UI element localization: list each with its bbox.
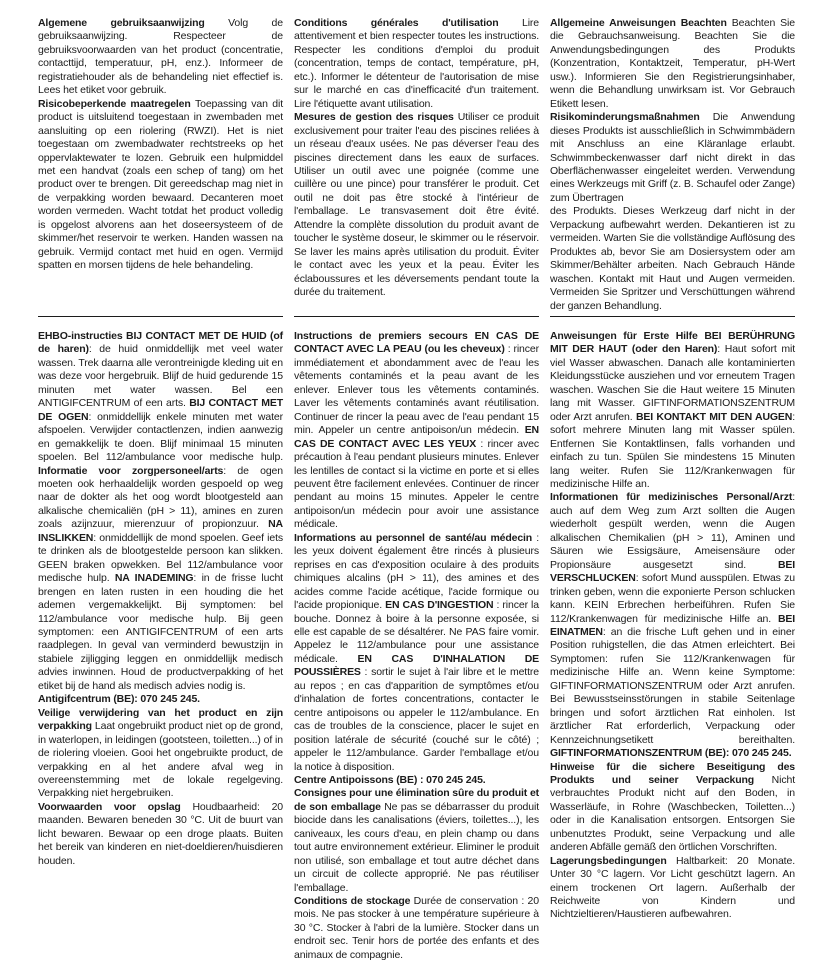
paragraph <box>294 774 539 787</box>
inline-heading: BEI EINATMEN <box>550 612 795 638</box>
usage-directions-section <box>550 17 795 314</box>
inline-heading: Centre Antipoissons (BE) : 070 245 245. <box>294 773 486 786</box>
paragraph: Lagerungsbedingungen Haltbarkeit: 20 Monate. Unter 30 °C lagern. Vor Licht geschützt lagern. An einem trockenen Ort lagern. Außerhalb der Reichweite von Kindern und Nichtzieltieren/Haustieren aufbewahren. <box>550 854 795 921</box>
first-aid-disposal-storage-section <box>38 330 283 868</box>
inline-heading: Informatie voor zorgpersoneel/arts <box>38 464 224 477</box>
usage-directions-section <box>38 17 283 314</box>
section-divider <box>38 316 283 317</box>
paragraph: Risikominderungsmaßnahmen Die Anwendung dieses Produkts ist ausschließlich in Schwimmbädern mit Anschluss an eine Kläranlage erlaubt. Schwimmbeckenwasser darf nicht direkt in das Oberflächenwasser eingeleitet werden. Verwendung eines Werkzeugs mit Griff (z. B. Schaufel oder Zange) zum Übertragen des Produkts. Dieses Werkzeug darf nicht in der Verpackung aufbewahrt werden. Dekantieren ist zu vermeiden. Warten Sie die vollständige Auflösung des Produktes ab, bevor Sie am Dosiersystem oder am Skimmer/Behälter arbeiten. Nach Gebrauch Hände waschen. Kontakt mit Haut und Augen vermeiden. Vermeiden Sie Spritzer und Verschüttungen während der ganzen Behandlung. <box>550 111 795 312</box>
paragraph: Algemene gebruiksaanwijzing Volg de gebruiksaanwijzing. Respecteer de gebruiksvoorwaarden van het product (concentratie, contacttijd, temperatuur, pH, enz.). Informeer de registratiehouder als de behandeling niet effectief is. Lees het etiket voor gebruik. <box>38 17 283 97</box>
inline-heading: NA INSLIKKEN <box>38 518 283 544</box>
inline-heading: Informationen für medizinisches Personal/Arzt <box>550 491 793 504</box>
section-divider <box>550 316 795 317</box>
section-divider <box>294 316 539 317</box>
inline-heading: Anweisungen für Erste Hilfe BEI BERÜHRUNG MIT DER HAUT (oder den Haren) <box>550 330 795 356</box>
paragraph: Consignes pour une élimination sûre du produit et de son emballage Ne pas se débarrasser du produit biocide dans les canalisations (éviers, toilettes...), les caniveaux, les cours d'eau, en plein champ ou dans tout autre environnement extérieur. Eliminer le produit non utilisé, son emballage et tout autre déchet dans un circuit de collecte approprié. Ne pas réutiliser l'emballage. <box>294 787 540 894</box>
inline-heading: Algemene gebruiksaanwijzing <box>38 17 229 29</box>
inline-heading: Mesures de gestion des risques <box>294 111 458 124</box>
paragraph <box>38 693 283 706</box>
inline-heading: Antigifcentrum (BE): 070 245 245. <box>38 693 200 706</box>
inline-heading: Voorwaarden voor opslag <box>38 800 193 813</box>
inline-heading: BIJ CONTACT MET DE OGEN <box>38 397 283 423</box>
paragraph: Informations au personnel de santé/au médecin : les yeux doivent également être rincés à plusieurs reprises en cas d'exposition oculaire à des produits chimiques alcalins (pH > 11), des amines et des acides comme l'acide acétique, l'acide formique ou l'acide propionique. EN CAS D'INGESTION : rincer la bouche. Donnez à boire à la personne exposée, si elle est capable de se désaltérer. Ne PAS faire vomir. Appelez le 112/ambulance pour une assistance médicale. EN CAS D'INHALATION DE POUSSIÈRES : sortir le sujet à l'air libre et le mettre au repos ; en cas d'apparition de symptômes et/ou d'inhalation de fortes concentrations, contacter le centre antipoisons ou appeler le 112/ambulance. En cas de troubles de la conscience, placer le sujet en position latérale de sécurité (couché sur le côté) ; appeler le 112/ambulance. Garder l'emballage et/ou la notice à disposition. <box>294 531 539 773</box>
inline-heading: EN CAS DE CONTACT AVEC LES YEUX <box>294 424 539 450</box>
paragraph: Conditions de stockage Durée de conservation : 20 mois. Ne pas stocker à une température supérieure à 30 °C. Stocker à l'abri de la lumière. Stocker dans un endroit sec. Tenir hors de portée des enfants et des animaux de compagnie. <box>294 895 539 961</box>
inline-heading: EN CAS D'INHALATION DE POUSSIÈRES <box>294 652 539 679</box>
paragraph: Conditions générales d'utilisation Lire attentivement et bien respecter toutes les instructions. Respecter les conditions d'emploi du produit (concentration, temps de contact, température, pH, etc.). Informer le détenteur de l'autorisation de mise sur le marché en cas d'inefficacité d'un traitement. Lire l'étiquette avant utilisation. <box>294 17 539 110</box>
inline-heading: GIFTINFORMATIONSZENTRUM (BE): 070 245 245. <box>550 747 792 760</box>
first-aid-disposal-storage-section <box>294 330 539 962</box>
inline-heading: Consignes pour une élimination sûre du produit et de son emballage <box>294 787 539 813</box>
inline-heading: Hinweise für die sichere Beseitigung des Produkts und seiner Verpackung <box>550 760 795 786</box>
inline-heading: NA INADEMING <box>114 572 194 585</box>
inline-heading: Instructions de premiers secours EN CAS DE CONTACT AVEC LA PEAU (ou les cheveux) <box>294 330 539 356</box>
paragraph: Hinweise für die sichere Beseitigung des Produkts und seiner Verpackung Nicht verbrauchtes Produkt nicht auf den Boden, in Wasserläufe, in Rohre (Waschbecken, Toiletten...) oder in die Kanalisation entsorgen. Entsorgen Sie unbenutztes Produkt, seine Verpackung und alle anderen Abfälle gemäß den örtlichen Vorschriften. <box>550 760 795 854</box>
inline-heading: Risikominderungsmaßnahmen <box>550 111 713 124</box>
inline-heading: Risicobeperkende maatregelen <box>38 97 195 110</box>
paragraph: Allgemeine Anweisungen Beachten Beachten Sie die Gebrauchsanweisung. Beachten Sie die Anwendungsbedingungen des Produkts (Konzentration, Kontaktzeit, Temperatur, pH-Wert usw.). Informieren Sie den Registrierungsinhaber, wenn die Behandlung unwirksam ist. Vor Gebrauch Etikett lesen. <box>550 17 795 110</box>
german-column <box>550 17 795 962</box>
usage-directions-section <box>294 17 539 314</box>
inline-heading: Allgemeine Anweisungen Beachten <box>550 17 732 29</box>
french-column <box>294 17 539 962</box>
paragraph: Instructions de premiers secours EN CAS DE CONTACT AVEC LA PEAU (ou les cheveux) : rincer immédiatement et abondamment avec de l'eau les vêtements contaminés et la peau avant de les enlever. Enlever tous les vêtements contaminés. Laver les vêtements contaminés avant réutilisation. Continuer de rincer la peau avec de l'eau pendant 15 min. Appeler un centre antipoison/un médecin. EN CAS DE CONTACT AVEC LES YEUX : rincer avec précaution à l'eau pendant plusieurs minutes. Enlever les lentilles de contact si la victime en porte et si elles peuvent être facilement enlevées. Continuer de rincer pendant au moins 15 minutes. Appeler le centre antipoison/un médecin pour avoir une assistance médicale. <box>294 330 539 531</box>
paragraph: EHBO-instructies BIJ CONTACT MET DE HUID (of de haren): de huid onmiddellijk met veel water wassen. Trek daarna alle verontreinigde kleding uit en was deze voor hergebruik. Blijf de huid gedurende 15 minuten met water wassen. Bel een ANTIGIFCENTRUM of een arts. BIJ CONTACT MET DE OGEN: onmiddellijk enkele minuten met water afspoelen. Verwijder contactlenzen, indien aanwezig en gemakkelijk te doen. Blijf minimaal 15 minuten spoelen. Bel 112/ambulance voor medische hulp. Informatie voor zorgpersoneel/arts: de ogen moeten ook herhaaldelijk worden gespoeld op weg naar de dokter als het oog wordt blootgesteld aan alkalische chemicaliën (pH > 11), amines en zuren zoals azijnzuur, mierenzuur of propionzuur. NA INSLIKKEN: onmiddellijk de mond spoelen. Geef iets te drinken als de blootgestelde persoon kan slikken. GEEN braken opwekken. Bel 112/ambulance voor medische hulp. NA INADEMING: in de frisse lucht brengen en laten rusten in een houding die het ademen vergemakkelijkt. Bij symptomen: bel 112/ambulance voor medische hulp. Bij geen symptomen: een ANTIGIFCENTRUM of een arts raadplegen. In geval van verminderd bewustzijn in stabiele zijligging leggen en onmiddellijk medisch advies inwinnen. Houd de productverpakking of het etiket bij de hand als medisch advies nodig is. <box>38 330 283 692</box>
inline-heading: BEI KONTAKT MIT DEN AUGEN <box>635 410 793 423</box>
paragraph: Risicobeperkende maatregelen Toepassing van dit product is uitsluitend toegestaan in zwembaden met aansluiting op een riolering (RWZI). Het is niet toegestaan om zwembadwater rechtstreeks op het oppervlaktewater te lozen. Gebruik een hulpmiddel met een handvat (zoals een schep of tang) om het product over te brengen. Dit gereedschap mag niet in de verpakking worden bewaard. Decanteren moet worden vermeden. Wacht totdat het product volledig is opgelost alvorens aan het doseersysteem of de skimmer/het reservoir te werken. Handen wassen na gebruik. Vermijd contact met huid en ogen. Vermijd spatten en morsen tijdens de hele behandeling. <box>38 97 283 272</box>
first-aid-disposal-storage-section <box>550 330 795 922</box>
paragraph: Mesures de gestion des risques Utiliser ce produit exclusivement pour traiter l'eau des piscines reliées à un réseau d'eaux usées. Ne pas déverser l'eau des piscines directement dans les eaux de surfaces. Utiliser un outil avec une poignée (comme une cuillère ou une pince) pour transférer le produit. Cet outil ne doit pas être stocké à l'intérieur de l'emballage. Le transvasement doit être évité. Attendre la complète dissolution du produit avant de toucher le système doseur, le skimmer ou le réservoir. Se laver les mains après utilisation du produit. Éviter le contact avec les yeux et la peau. Éviter les éclaboussures et les déversements pendant toute la durée du traitement. <box>294 111 539 299</box>
inline-heading: Conditions générales d'utilisation <box>294 17 522 29</box>
inline-heading: Lagerungsbedingungen <box>550 854 676 867</box>
paragraph: Anweisungen für Erste Hilfe BEI BERÜHRUNG MIT DER HAUT (oder den Haren): Haut sofort mit viel Wasser abwaschen. Danach alle kontaminierten Kleidungsstücke ausziehen und vor erneutem Tragen waschen. Waschen Sie die Haut weitere 15 Minuten lang mit Wasser. GIFTINFORMATIONSZENTRUM oder Arzt anrufen. BEI KONTAKT MIT DEN AUGEN: sofort mehrere Minuten lang mit Wasser spülen. Entfernen Sie Kontaktlinsen, falls vorhanden und einfach zu tun. Spülen Sie mindestens 15 Minuten lang weiter. Rufen Sie 112/Krankenwagen für medizinische Hilfe an. <box>550 330 795 490</box>
paragraph: Veilige verwijdering van het product en zijn verpakking Laat ongebruikt product niet op de grond, in waterlopen, in leidingen (gootsteen, toiletten...) of in de riolering vloeien. Gooi het ongebruikte product, de verpakking en al het andere afval weg in overeenstemming met de lokale regelgeving. Verpakking niet hergebruiken. <box>38 706 283 800</box>
inline-heading: EHBO-instructies BIJ CONTACT MET DE HUID (of de haren) <box>38 330 283 356</box>
inline-heading: EN CAS D'INGESTION <box>385 599 494 612</box>
inline-heading: Informations au personnel de santé/au médecin <box>294 531 533 544</box>
dutch-column <box>38 17 283 962</box>
three-column-layout <box>38 17 795 962</box>
inline-heading: Conditions de stockage <box>294 895 414 908</box>
paragraph: Voorwaarden voor opslag Houdbaarheid: 20 maanden. Bewaren beneden 30 °C. Uit de buurt van licht bewaren. Bewaar op een droge plaats. Buiten het bereik van kinderen en niet-doeldieren/huisdieren houden. <box>38 800 284 867</box>
inline-heading: Veilige verwijdering van het product en zijn verpakking <box>38 706 283 733</box>
paragraph: Informationen für medizinisches Personal/Arzt: auch auf dem Weg zum Arzt sollten die Augen wiederholt gespült werden, wenn die Augen alkalischen Chemikalien (pH > 11), Aminen und Säuren wie Essigsäure, Ameisensäure oder Propionsäure ausgesetzt sind. BEI VERSCHLUCKEN: sofort Mund ausspülen. Etwas zu trinken geben, wenn die exponierte Person schlucken kann. KEIN Erbrechen herbeiführen. Rufen Sie 112/Krankenwagen für medizinische Hilfe an. BEI EINATMEN: an die frische Luft gehen und in einer Position ruhigstellen, die das Atmen erleichtert. Bei Symptomen: rufen Sie 112/Krankenwagen für medizinische Hilfe an. Wenn keine Symptome: GIFTINFORMATIONSZENTRUM oder Arzt anrufen. Bei Bewusstseinsstörungen in stabile Seitenlage bringen und sofort ärztlichen Rat einholen. Ist ärztlicher Rat erforderlich, Verpackung oder Kennzeichnungsetikett bereithalten. GIFTINFORMATIONSZENTRUM (BE): 070 245 245. <box>550 491 795 760</box>
inline-heading: BEI VERSCHLUCKEN <box>550 558 795 585</box>
